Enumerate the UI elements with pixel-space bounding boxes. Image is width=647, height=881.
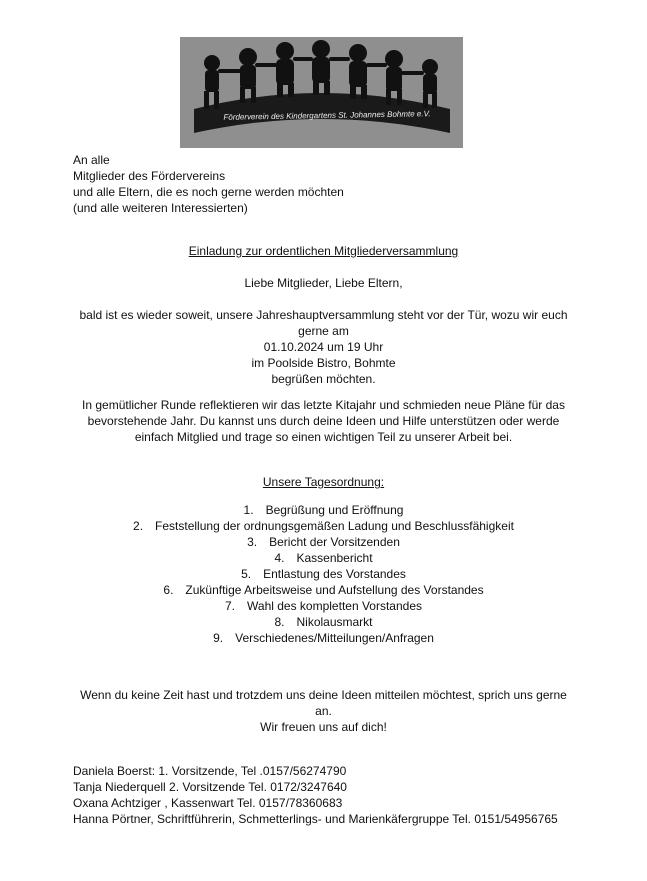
contact-line: Tanja Niederquell 2. Vorsitzende Tel. 0172/3247640 (73, 780, 347, 794)
agenda-number: 9. (213, 631, 224, 645)
intro-line: gerne am (298, 324, 349, 338)
outro-line: an. (315, 704, 332, 718)
agenda-number: 3. (247, 535, 258, 549)
agenda-text: Entlastung des Vorstandes (263, 567, 406, 581)
agenda-number: 5. (241, 567, 252, 581)
agenda-number: 4. (274, 551, 285, 565)
agenda-number: 7. (225, 599, 236, 613)
agenda-item (0, 582, 647, 598)
agenda-text: Wahl des kompletten Vorstandes (247, 599, 422, 613)
agenda-text: Nikolausmarkt (296, 615, 373, 629)
document-title-wrap (0, 243, 647, 259)
address-line: und alle Eltern, die es noch gerne werden möchten (73, 185, 344, 199)
address-line: An alle (73, 153, 110, 167)
agenda-heading-wrap (0, 474, 647, 490)
agenda-item (0, 566, 647, 582)
agenda-heading: Unsere Tagesordnung: (262, 475, 385, 489)
agenda-number: 8. (274, 615, 285, 629)
agenda-text: Zukünftige Arbeitsweise und Aufstellung des Vorstandes (185, 583, 484, 597)
paragraph-line: einfach Mitglied und trage so einen wichtigen Teil zu unserer Arbeit bei. (134, 430, 513, 444)
address-block (73, 152, 613, 216)
agenda-text: Bericht der Vorsitzenden (269, 535, 400, 549)
intro-closing: begrüßen möchten. (271, 372, 376, 386)
agenda-text: Begrüßung und Eröffnung (265, 503, 404, 517)
agenda-item (0, 550, 647, 566)
intro-line: bald ist es wieder soweit, unsere Jahreshauptversammlung steht vor der Tür, wozu wir euch (79, 308, 568, 322)
address-line: Mitglieder des Fördervereins (73, 169, 226, 183)
agenda-number: 1. (243, 503, 254, 517)
agenda-item (0, 614, 647, 630)
address-line: (und alle weiteren Interessierten) (73, 201, 248, 215)
association-logo (180, 37, 463, 148)
meeting-date: 01.10.2024 um 19 Uhr (263, 340, 384, 354)
agenda-item (0, 630, 647, 646)
paragraph-line: bevorstehende Jahr. Du kannst uns durch deine Ideen und Hilfe unterstützen oder werde (87, 414, 560, 428)
contact-line: Oxana Achtziger , Kassenwart Tel. 0157/78360683 (73, 796, 343, 810)
agenda-item (0, 518, 647, 534)
outro-line: Wir freuen uns auf dich! (260, 720, 387, 734)
agenda-item (0, 534, 647, 550)
contacts-block (73, 763, 633, 827)
agenda-number: 6. (163, 583, 174, 597)
meeting-place: im Poolside Bistro, Bohmte (251, 356, 396, 370)
children-silhouette-icon (180, 37, 463, 148)
agenda-list (0, 502, 647, 646)
agenda-text: Kassenbericht (296, 551, 373, 565)
info-paragraph (0, 397, 647, 445)
paragraph-line: In gemütlicher Runde reflektieren wir das letzte Kitajahr und schmieden neue Pläne für das (82, 398, 565, 412)
outro-line: Wenn du keine Zeit hast und trotzdem uns deine Ideen mitteilen möchtest, sprich uns gerne (80, 688, 567, 702)
greeting: Liebe Mitglieder, Liebe Eltern, (244, 276, 403, 290)
agenda-text: Verschiedenes/Mitteilungen/Anfragen (235, 631, 434, 645)
document-title: Einladung zur ordentlichen Mitgliederversammlung (188, 244, 459, 258)
agenda-item (0, 502, 647, 518)
contact-line: Daniela Boerst: 1. Vorsitzende, Tel .0157/56274790 (73, 764, 347, 778)
agenda-item (0, 598, 647, 614)
contact-line: Hanna Pörtner, Schriftführerin, Schmetterlings- und Marienkäfergruppe Tel. 0151/54956765 (73, 812, 558, 826)
outro-block (0, 687, 647, 735)
agenda-text: Feststellung der ordnungsgemäßen Ladung und Beschlussfähigkeit (155, 519, 514, 533)
intro-block (0, 307, 647, 387)
agenda-number: 2. (133, 519, 144, 533)
logo-text: Förderverein des Kindergartens St. Johannes Bohmte e.V. (223, 109, 431, 122)
